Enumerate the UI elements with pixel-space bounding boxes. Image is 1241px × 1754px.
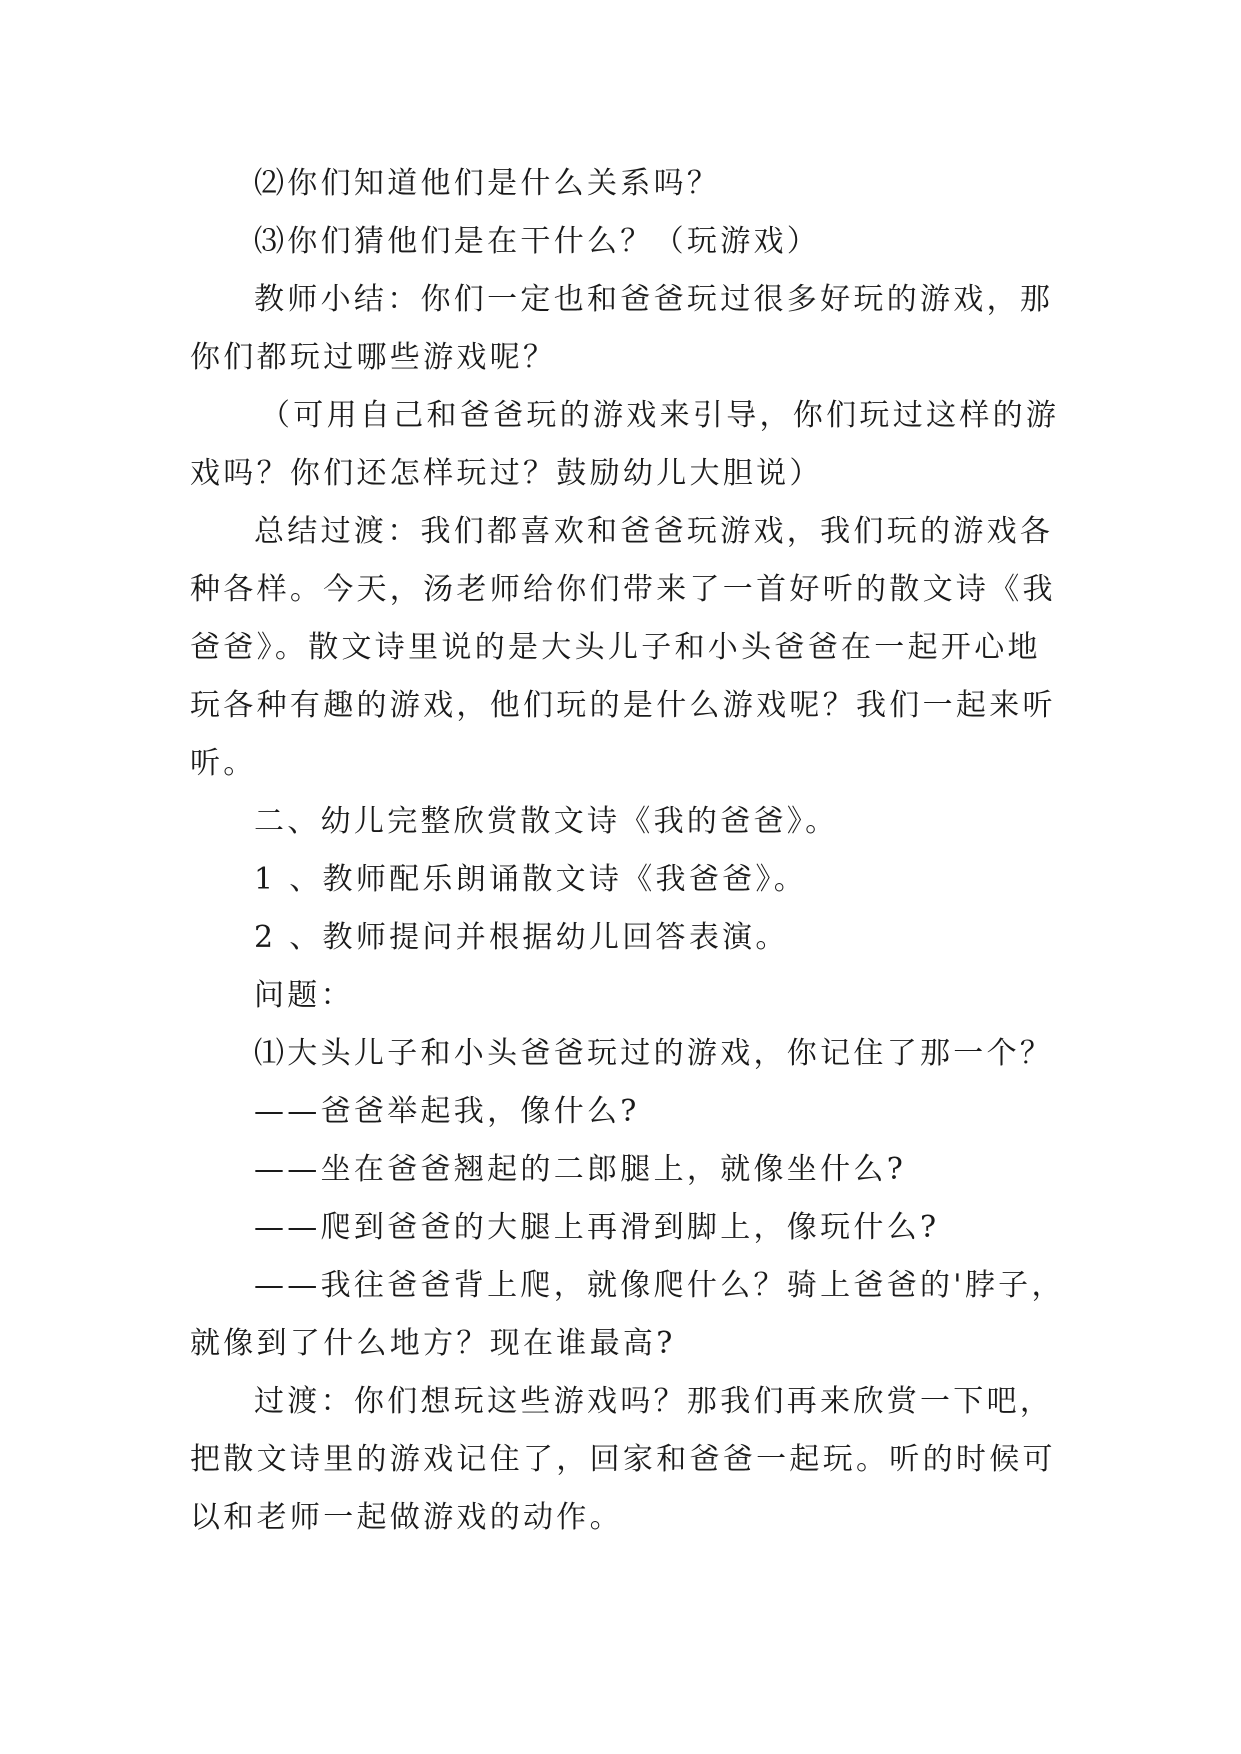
step-line: 1 、教师配乐朗诵散文诗《我爸爸》。	[254, 862, 808, 897]
paragraph-line: 过渡：你们想玩这些游戏吗？那我们再来欣赏一下吧，	[254, 1384, 1054, 1419]
paragraph-line: 教师小结：你们一定也和爸爸玩过很多好玩的游戏，那	[254, 282, 1054, 317]
paragraph-line: 以和老师一起做游戏的动作。	[190, 1500, 623, 1535]
question-line: ⑶你们猜他们是在干什么？（玩游戏）	[254, 224, 821, 259]
paragraph-line: 就像到了什么地方？现在谁最高?	[190, 1326, 676, 1361]
paragraph-line: 戏吗？你们还怎样玩过？鼓励幼儿大胆说）	[190, 456, 823, 491]
paragraph-line: （可用自己和爸爸玩的游戏来引导，你们玩过这样的游	[260, 398, 1060, 433]
step-line: 2 、教师提问并根据幼儿回答表演。	[254, 920, 789, 955]
questions-label: 问题：	[254, 978, 354, 1013]
paragraph-line: 种各样。今天，汤老师给你们带来了一首好听的散文诗《我	[190, 572, 1056, 607]
dash-question-line: ——我往爸爸背上爬，就像爬什么？骑上爸爸的'脖子，	[254, 1268, 1065, 1303]
paragraph-line: 玩各种有趣的游戏，他们玩的是什么游戏呢？我们一起来听	[190, 688, 1056, 723]
dash-question-line: ——坐在爸爸翘起的二郎腿上，就像坐什么?	[254, 1152, 907, 1187]
dash-question-line: ——爸爸举起我，像什么?	[254, 1094, 640, 1129]
paragraph-line: 把散文诗里的游戏记住了，回家和爸爸一起玩。听的时候可	[190, 1442, 1056, 1477]
question-line: ⑵你们知道他们是什么关系吗？	[254, 166, 721, 201]
paragraph-line: 听。	[190, 746, 257, 781]
question-line: ⑴大头儿子和小头爸爸玩过的游戏，你记住了那一个？	[254, 1036, 1054, 1071]
section-heading: 二、幼儿完整欣赏散文诗《我的爸爸》。	[254, 804, 839, 839]
paragraph-line: 总结过渡：我们都喜欢和爸爸玩游戏，我们玩的游戏各	[254, 514, 1054, 549]
dash-question-line: ——爬到爸爸的大腿上再滑到脚上，像玩什么?	[254, 1210, 940, 1245]
paragraph-line: 爸爸》。散文诗里说的是大头儿子和小头爸爸在一起开心地	[190, 630, 1041, 665]
paragraph-line: 你们都玩过哪些游戏呢？	[190, 340, 557, 375]
document-body	[190, 155, 1070, 1547]
